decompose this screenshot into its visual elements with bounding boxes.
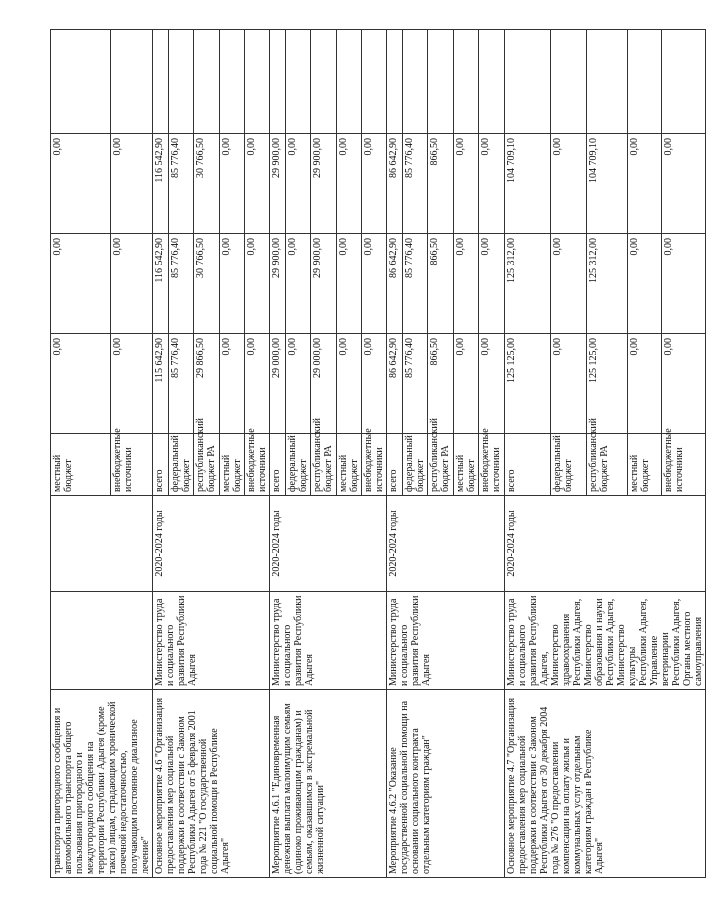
funding-source: внебюджетные источники <box>362 434 387 496</box>
value-2022: 0,00 <box>51 134 111 234</box>
funding-source: федеральный бюджет <box>286 434 311 496</box>
value-2022: 116 542,90 <box>153 134 169 234</box>
empty-cell <box>662 30 706 134</box>
value-2022: 0,00 <box>628 134 662 234</box>
value-2020: 0,00 <box>111 334 153 434</box>
value-2020: 0,00 <box>286 334 311 434</box>
value-2021: 866,50 <box>428 234 454 334</box>
measure-description: Основное мероприятие 4.6 "Организация предоставления мер социальной поддержки в соответствии с Законом Республики Адыгея от 5 февраля 2001 года № 221 "О государственной социальной помощи в Республике Адыгея" <box>153 690 270 878</box>
value-2020: 85 776,40 <box>169 334 194 434</box>
empty-cell <box>111 30 153 134</box>
empty-cell <box>194 30 220 134</box>
funding-source: республиканский бюджет РА <box>428 434 454 496</box>
value-2021: 125 312,00 <box>505 234 551 334</box>
value-2020: 0,00 <box>220 334 245 434</box>
value-2020: 125 125,00 <box>587 334 628 434</box>
value-2022: 0,00 <box>454 134 479 234</box>
value-2021: 0,00 <box>337 234 362 334</box>
funding-source: местный бюджет <box>337 434 362 496</box>
implementation-period: 2020-2024 годы <box>387 496 505 592</box>
funding-source: всего <box>270 434 286 496</box>
value-2020: 0,00 <box>51 334 111 434</box>
value-2022: 104 709,10 <box>587 134 628 234</box>
funding-source: федеральный бюджет <box>403 434 428 496</box>
empty-cell <box>51 30 111 134</box>
value-2022: 104 709,10 <box>505 134 551 234</box>
value-2020: 29 866,50 <box>194 334 220 434</box>
funding-source: всего <box>505 434 551 496</box>
measure-description: Мероприятие 4.6.2 "Оказание государственной социальной помощи на основании социального контракта отдельным категориям граждан" <box>387 690 505 878</box>
value-2022: 30 766,50 <box>194 134 220 234</box>
value-2021: 0,00 <box>479 234 505 334</box>
empty-cell <box>628 30 662 134</box>
value-2021: 0,00 <box>51 234 111 334</box>
value-2022: 0,00 <box>662 134 706 234</box>
value-2021: 0,00 <box>111 234 153 334</box>
empty-cell <box>551 30 587 134</box>
value-2020: 0,00 <box>362 334 387 434</box>
value-2021: 0,00 <box>662 234 706 334</box>
value-2021: 86 642,90 <box>387 234 403 334</box>
empty-cell <box>337 30 362 134</box>
value-2021: 0,00 <box>245 234 270 334</box>
value-2022: 29 900,00 <box>270 134 286 234</box>
value-2021: 0,00 <box>551 234 587 334</box>
funding-source: республиканский бюджет РА <box>587 434 628 496</box>
executor-organization: Министерство труда и социального развития Республики Адыгея <box>270 592 387 690</box>
table-row <box>387 30 403 878</box>
funding-source: всего <box>387 434 403 496</box>
measure-description: транспорта пригородного сообщения и автомобильного транспорта общего пользования пригородного и междугородного сообщения на территории Республики Адыгея (кроме такси) лицам, страдающим хронической почечной недостаточностью, получающим постоянное диализное лечение" <box>51 690 153 878</box>
value-2022: 0,00 <box>111 134 153 234</box>
value-2020: 0,00 <box>245 334 270 434</box>
empty-cell <box>220 30 245 134</box>
empty-cell <box>428 30 454 134</box>
value-2021: 85 776,40 <box>403 234 428 334</box>
value-2020: 125 125,00 <box>505 334 551 434</box>
value-2022: 85 776,40 <box>403 134 428 234</box>
executor-organization: Министерство труда и социального развития Республики Адыгея, Министерство здравоохранения Республики Адыгея, Министерство образования и науки Республики Адыгея, Министерство культуры Республики Адыгея, Управление ветеринарии Республики Адыгея, Органы местного самоуправления <box>505 592 706 690</box>
empty-cell <box>454 30 479 134</box>
empty-cell <box>587 30 628 134</box>
empty-cell <box>286 30 311 134</box>
value-2020: 0,00 <box>551 334 587 434</box>
table-row <box>505 30 551 878</box>
funding-source: республиканский бюджет РА <box>194 434 220 496</box>
empty-cell <box>479 30 505 134</box>
value-2021: 0,00 <box>286 234 311 334</box>
period-cell <box>51 496 153 592</box>
value-2021: 0,00 <box>628 234 662 334</box>
budget-table <box>50 29 706 878</box>
value-2022: 0,00 <box>337 134 362 234</box>
value-2022: 0,00 <box>286 134 311 234</box>
value-2022: 0,00 <box>220 134 245 234</box>
value-2022: 29 900,00 <box>311 134 337 234</box>
value-2021: 85 776,40 <box>169 234 194 334</box>
funding-source: всего <box>153 434 169 496</box>
funding-source: местный бюджет <box>220 434 245 496</box>
funding-source: внебюджетные источники <box>245 434 270 496</box>
empty-cell <box>153 30 169 134</box>
value-2020: 115 642,90 <box>153 334 169 434</box>
value-2020: 29 000,00 <box>270 334 286 434</box>
value-2022: 0,00 <box>551 134 587 234</box>
value-2021: 0,00 <box>220 234 245 334</box>
value-2020: 86 642,90 <box>387 334 403 434</box>
table-row <box>270 30 286 878</box>
funding-source: федеральный бюджет <box>551 434 587 496</box>
empty-cell <box>169 30 194 134</box>
executor-cell <box>51 592 153 690</box>
value-2021: 29 900,00 <box>270 234 286 334</box>
value-2020: 0,00 <box>454 334 479 434</box>
funding-source: местный бюджет <box>51 434 111 496</box>
empty-cell <box>387 30 403 134</box>
empty-cell <box>311 30 337 134</box>
funding-source: республиканский бюджет РА <box>311 434 337 496</box>
table-body <box>51 30 706 878</box>
rotated-table-container <box>50 30 704 878</box>
table-row <box>51 30 111 878</box>
value-2022: 0,00 <box>479 134 505 234</box>
value-2020: 85 776,40 <box>403 334 428 434</box>
executor-organization: Министерство труда и социального развития Республики Адыгея <box>153 592 270 690</box>
empty-cell <box>505 30 551 134</box>
value-2021: 116 542,90 <box>153 234 169 334</box>
value-2022: 0,00 <box>362 134 387 234</box>
value-2021: 29 900,00 <box>311 234 337 334</box>
value-2021: 0,00 <box>362 234 387 334</box>
value-2021: 30 766,50 <box>194 234 220 334</box>
value-2020: 0,00 <box>337 334 362 434</box>
value-2022: 85 776,40 <box>169 134 194 234</box>
empty-cell <box>245 30 270 134</box>
value-2020: 866,50 <box>428 334 454 434</box>
funding-source: федеральный бюджет <box>169 434 194 496</box>
implementation-period: 2020-2024 годы <box>505 496 706 592</box>
value-2021: 125 312,00 <box>587 234 628 334</box>
implementation-period: 2020-2024 годы <box>153 496 270 592</box>
funding-source: местный бюджет <box>454 434 479 496</box>
executor-organization: Министерство труда и социального развития Республики Адыгея <box>387 592 505 690</box>
funding-source: внебюджетные источники <box>662 434 706 496</box>
implementation-period: 2020-2024 годы <box>270 496 387 592</box>
empty-cell <box>403 30 428 134</box>
funding-source: местный бюджет <box>628 434 662 496</box>
value-2020: 29 000,00 <box>311 334 337 434</box>
value-2020: 0,00 <box>628 334 662 434</box>
value-2020: 0,00 <box>479 334 505 434</box>
funding-source: внебюджетные источники <box>479 434 505 496</box>
value-2021: 0,00 <box>454 234 479 334</box>
value-2022: 866,50 <box>428 134 454 234</box>
measure-description: Основное мероприятие 4.7 "Организация предоставления мер социальной поддержки в соответствии с Законом Республики Адыгея от 30 декабря 2004 года № 276 "О предоставлении компенсации на оплату жилья и коммунальных услуг отдельным категориям граждан в Республике Адыгея" <box>505 690 706 878</box>
empty-cell <box>270 30 286 134</box>
empty-cell <box>362 30 387 134</box>
measure-description: Мероприятие 4.6.1 "Единовременная денежная выплата малоимущим семьям (одиноко проживающим гражданам) и семьям, оказавшимся в экстремальной жизненной ситуации" <box>270 690 387 878</box>
value-2022: 86 642,90 <box>387 134 403 234</box>
value-2020: 0,00 <box>662 334 706 434</box>
value-2022: 0,00 <box>245 134 270 234</box>
funding-source: внебюджетные источники <box>111 434 153 496</box>
table-row <box>153 30 169 878</box>
